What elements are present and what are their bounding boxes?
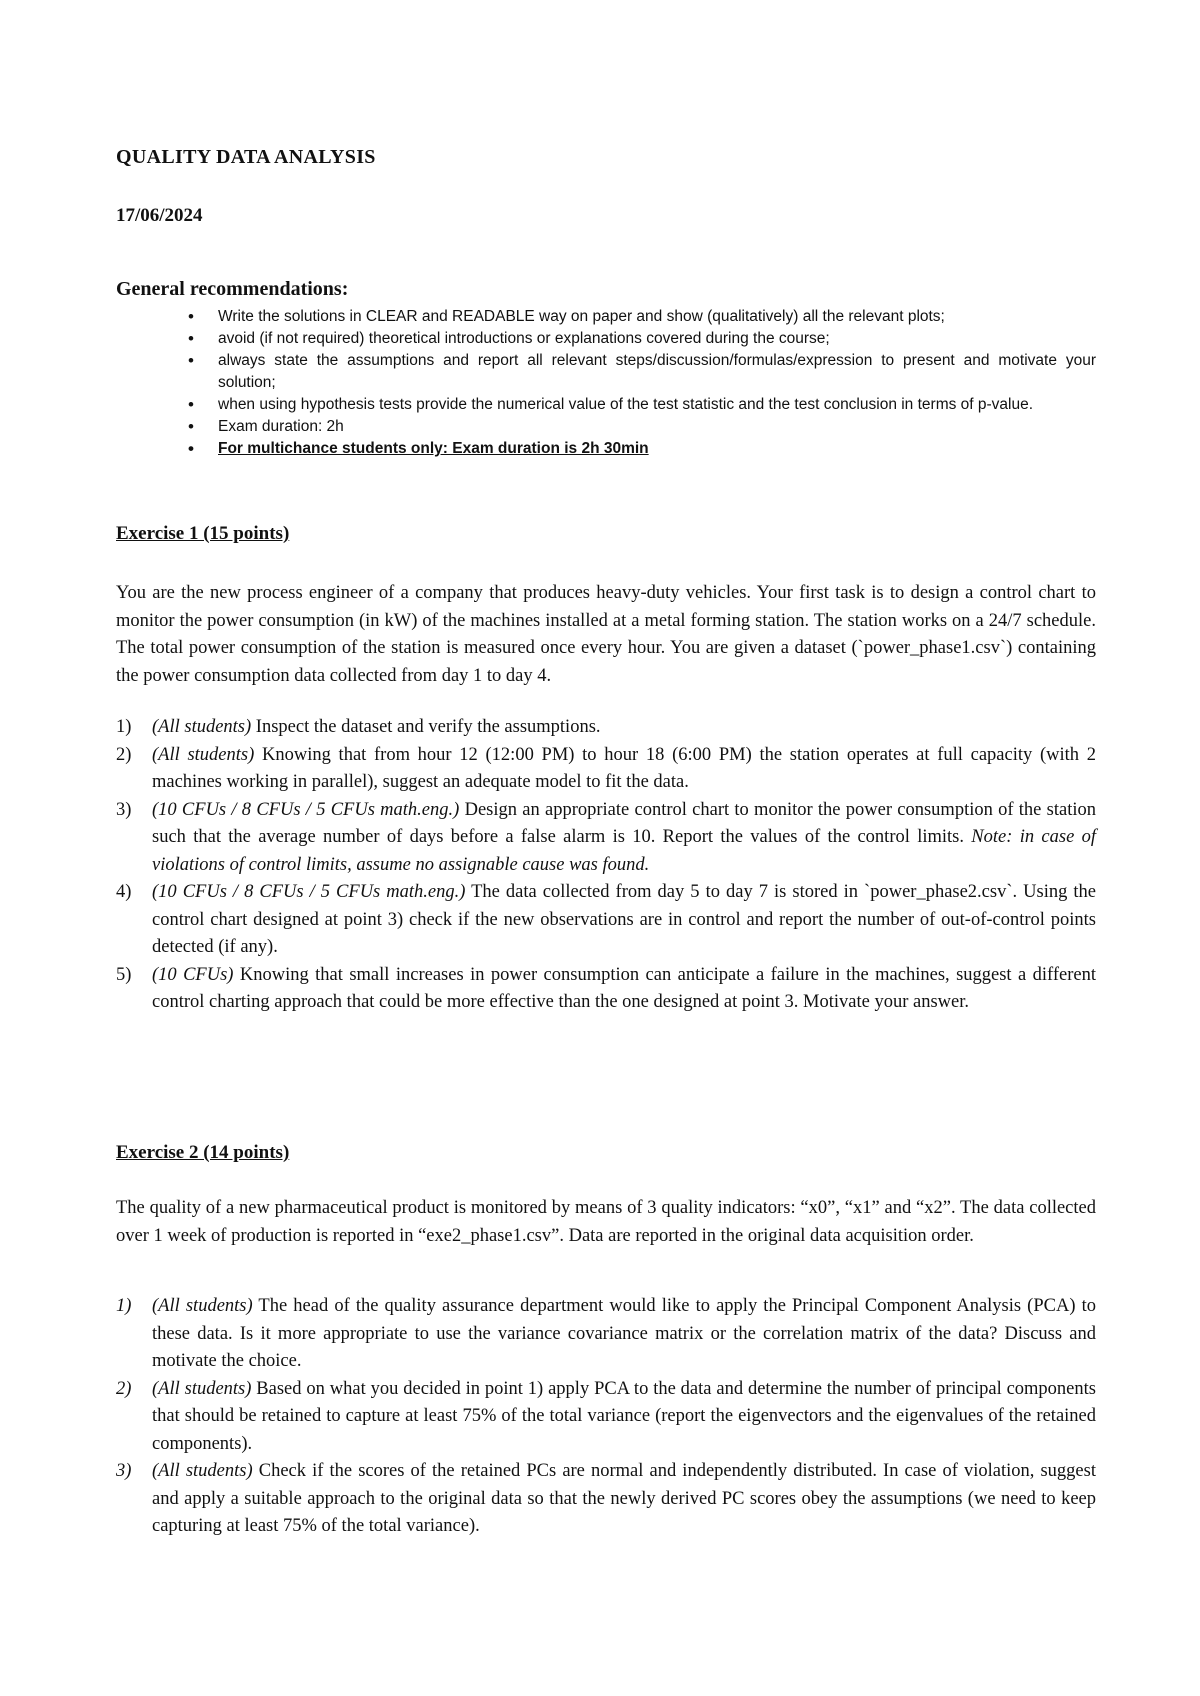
recommendations-heading: General recommendations: xyxy=(116,278,349,300)
recommendation-item: • always state the assumptions and report all relevant steps/discussion/formulas/expression to present and motivate your solution; xyxy=(116,350,1096,394)
exercise-2-intro: The quality of a new pharmaceutical product is monitored by means of 3 quality indicators: “x0”, “x1” and “x2”. The data collected over 1 week of production is reported in “exe2_phase1.csv”. Data are reported in the original data acquisition order. xyxy=(116,1198,1096,1246)
exercise-1-question: 5) (10 CFUs) Knowing that small increases in power consumption can anticipate a failure in the machines, suggest a different control charting approach that could be more effective than the one designed at point 3. Motivate your answer. xyxy=(116,964,1096,1012)
recommendation-item: • when using hypothesis tests provide the numerical value of the test statistic and the test conclusion in terms of p-value. xyxy=(116,394,1096,416)
recommendation-item: • Write the solutions in CLEAR and READABLE way on paper and show (qualitatively) all the relevant plots; xyxy=(116,306,1096,328)
recommendation-item: • Exam duration: 2h xyxy=(116,416,1096,438)
exercise-1-heading: Exercise 1 (15 points) xyxy=(116,523,290,544)
document-title: QUALITY DATA ANALYSIS xyxy=(116,146,376,168)
exercise-1-question: 2) (All students) Knowing that from hour 12 (12:00 PM) to hour 18 (6:00 PM) the station operates at full capacity (with 2 machines working in parallel), suggest an adequate model to fit the data. xyxy=(116,744,1096,792)
exercise-2-question: 3) (All students) Check if the scores of the retained PCs are normal and independently distributed. In case of violation, suggest and apply a suitable approach to the original data so that the newly derived PC scores obey the assumptions (we need to keep capturing at least 75% of the total variance). xyxy=(116,1461,1096,1536)
exercise-1-question: 1) (All students) Inspect the dataset and verify the assumptions. xyxy=(116,717,601,737)
exercise-1-question: 4) (10 CFUs / 8 CFUs / 5 CFUs math.eng.) The data collected from day 5 to day 7 is stored in `power_phase2.csv`. Using the control chart designed at point 3) check if the new observations are in control and report the number of out-of-control points detected (if any). xyxy=(116,882,1096,957)
exercise-1-questions xyxy=(116,714,1096,1017)
exercise-2-question: 1) (All students) The head of the quality assurance department would like to apply the Principal Component Analysis (PCA) to these data. Is it more appropriate to use the variance covariance matrix or the correlation matrix of the data? Discuss and motivate the choice. xyxy=(116,1296,1096,1371)
exercise-2-heading: Exercise 2 (14 points) xyxy=(116,1142,290,1163)
recommendation-item: • avoid (if not required) theoretical introductions or explanations covered during the course; xyxy=(116,328,1096,350)
recommendation-item-multichance: • For multichance students only: Exam duration is 2h 30min xyxy=(116,438,1096,460)
recommendations-list xyxy=(116,306,1096,460)
exercise-2-question: 2) (All students) Based on what you decided in point 1) apply PCA to the data and determine the number of principal components that should be retained to capture at least 75% of the total variance (report the eigenvectors and the eigenvalues of the retained components). xyxy=(116,1378,1096,1454)
exercise-2-questions xyxy=(116,1293,1096,1541)
exercise-1-question: 3) (10 CFUs / 8 CFUs / 5 CFUs math.eng.) Design an appropriate control chart to monitor the power consumption of the station such that the average number of days before a false alarm is 10. Report the values of the control limits. Note: in case of violations of control limits, assume no assignable cause was found. xyxy=(116,799,1096,875)
exercise-1-intro: You are the new process engineer of a company that produces heavy-duty vehicles. Your first task is to design a control chart to monitor the power consumption (in kW) of the machines installed at a metal forming station. The station works on a 24/7 schedule. The total power consumption of the station is measured once every hour. You are given a dataset (`power_phase1.csv`) containing the power consumption data collected from day 1 to day 4. xyxy=(116,583,1096,686)
exam-date: 17/06/2024 xyxy=(116,205,203,226)
